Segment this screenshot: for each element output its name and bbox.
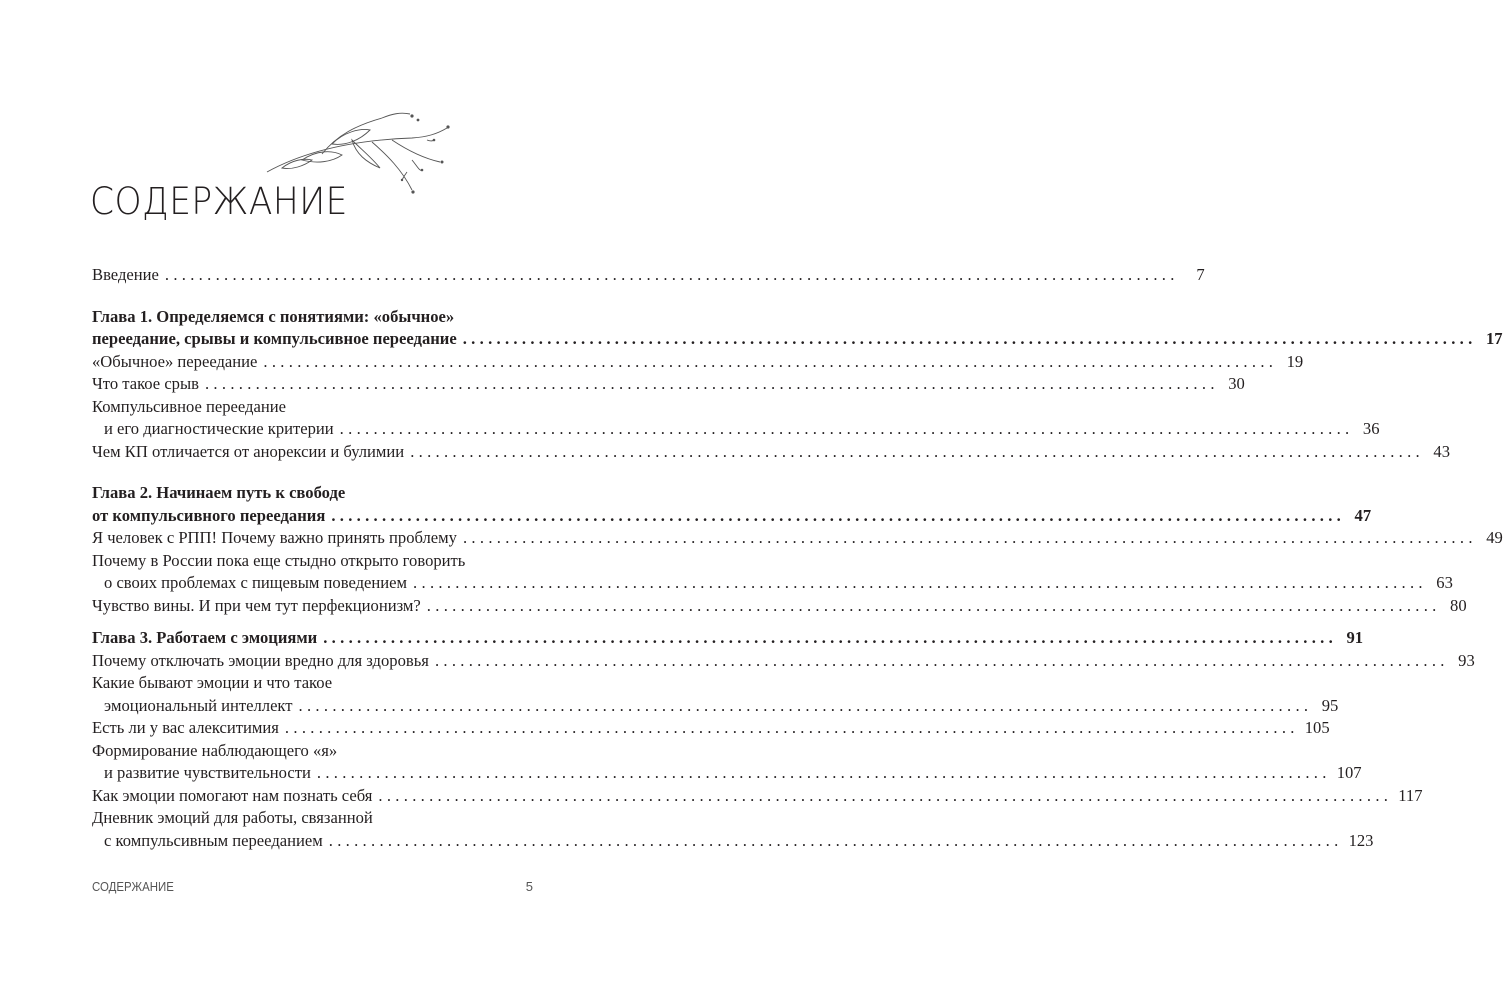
dot-leader: ........................................................................................................................ — [328, 830, 1343, 850]
toc-entry — [92, 373, 1245, 396]
toc-entry-title: о своих проблемах с пищевым поведением — [104, 573, 408, 592]
toc-entry — [92, 550, 1453, 595]
toc-page-number: 105 — [1304, 718, 1330, 737]
toc-entry — [92, 717, 1330, 740]
toc-entry-title: переедание, срывы и компульсивное переедание — [92, 329, 457, 348]
toc-entry-title: и развитие чувствительности — [104, 763, 311, 782]
page-title: СОДЕРЖАНИЕ — [90, 180, 348, 223]
dot-leader: ........................................................................................................................ — [204, 374, 1219, 393]
dot-leader: ........................................................................................................................ — [316, 763, 1331, 782]
dot-leader: ........................................................................................................................ — [462, 329, 1477, 348]
toc-page-number: 107 — [1336, 763, 1362, 782]
dot-leader: ........................................................................................................................ — [263, 351, 1278, 371]
toc-entry — [92, 595, 1467, 618]
toc-entry-title: Глава 3. Работаем с эмоциями — [92, 628, 318, 647]
dot-leader: ........................................................................................................................ — [413, 573, 1427, 592]
toc-entry — [92, 650, 1475, 673]
dot-leader: ........................................................................................................................ — [164, 265, 1179, 284]
toc-page-number: 63 — [1436, 573, 1453, 592]
toc-entry-title: Компульсивное переедание — [92, 396, 286, 416]
toc-entry-title: Введение — [92, 265, 159, 284]
toc-page-number: 30 — [1228, 374, 1245, 393]
toc-entry-title: Есть ли у вас алекситимия — [92, 718, 279, 737]
toc-entry-title: Почему отключать эмоции вредно для здоровья — [92, 650, 429, 670]
toc-page-number: 95 — [1321, 695, 1339, 715]
dot-leader: ........................................................................................................................ — [378, 785, 1393, 805]
toc-page-number: 47 — [1354, 505, 1372, 525]
toc-page-number: 7 — [1196, 265, 1205, 284]
dot-leader: ........................................................................................................................ — [462, 528, 1477, 547]
toc-chapter-entry — [92, 482, 1372, 527]
toc-page-number: 123 — [1348, 830, 1374, 850]
toc-entry — [92, 807, 1374, 852]
toc-entry-title: эмоциональный интеллект — [104, 695, 293, 715]
dot-leader: ........................................................................................................................ — [434, 650, 1449, 670]
toc-entry — [92, 396, 1380, 441]
toc-entry-title: Чувство вины. И при чем тут перфекционизм? — [92, 595, 421, 615]
toc-entry-title: и его диагностические критерии — [104, 419, 334, 438]
toc-entry-title: Какие бывают эмоции и что такое — [92, 673, 333, 692]
page-number: 5 — [525, 879, 533, 894]
toc-entry — [92, 264, 1205, 287]
dot-leader: ........................................................................................................................ — [426, 595, 1441, 615]
toc-page-number: 17 — [1485, 329, 1503, 348]
toc-entry-title: Почему в России пока еще стыдно открыто говорить — [92, 550, 466, 570]
dot-leader: ........................................................................................................................ — [284, 718, 1299, 737]
toc-entry — [92, 441, 1450, 464]
toc-entry — [92, 527, 1503, 550]
toc-page-number: 43 — [1433, 441, 1450, 461]
toc-entry-title: Чем КП отличается от анорексии и булимии — [92, 441, 405, 461]
toc-entry-title: Глава 2. Начинаем путь к свободе — [92, 483, 346, 502]
toc-page-number: 19 — [1286, 351, 1304, 371]
toc-chapter-entry — [92, 627, 1364, 650]
dot-leader: ........................................................................................................................ — [323, 628, 1338, 647]
toc-entry-title: Формирование наблюдающего «я» — [92, 740, 338, 760]
running-title: СОДЕРЖАНИЕ — [92, 879, 174, 894]
dot-leader: ........................................................................................................................ — [339, 419, 1354, 438]
toc-entry-title: Как эмоции помогают нам познать себя — [92, 785, 373, 805]
toc-entry — [92, 740, 1362, 785]
toc-entry-title: Глава 1. Определяемся с понятиями: «обычное» — [92, 306, 455, 326]
toc-entry — [92, 351, 1304, 374]
toc-entry — [92, 785, 1423, 808]
toc-entry-title: Дневник эмоций для работы, связанной — [92, 808, 373, 827]
toc-page-number: 80 — [1450, 595, 1467, 615]
page-footer — [92, 879, 533, 894]
table-of-contents — [92, 264, 1503, 852]
toc-page-number: 117 — [1398, 785, 1423, 805]
toc-entry-title: Я человек с РПП! Почему важно принять проблему — [92, 528, 457, 547]
dot-leader: ........................................................................................................................ — [298, 695, 1313, 715]
toc-page-number: 36 — [1362, 419, 1380, 438]
toc-page-number: 49 — [1486, 528, 1503, 547]
toc-entry-title: с компульсивным перееданием — [104, 830, 323, 850]
toc-entry-title: Что такое срыв — [92, 374, 199, 393]
dot-leader: ........................................................................................................................ — [410, 441, 1424, 461]
toc-page-number: 91 — [1346, 628, 1364, 647]
toc-entry-title: «Обычное» переедание — [92, 351, 258, 371]
toc-entry-title: от компульсивного переедания — [92, 505, 326, 525]
toc-chapter-entry — [92, 306, 1503, 351]
dot-leader: ........................................................................................................................ — [331, 505, 1346, 525]
toc-page-number: 93 — [1458, 650, 1475, 670]
toc-entry — [92, 672, 1339, 717]
